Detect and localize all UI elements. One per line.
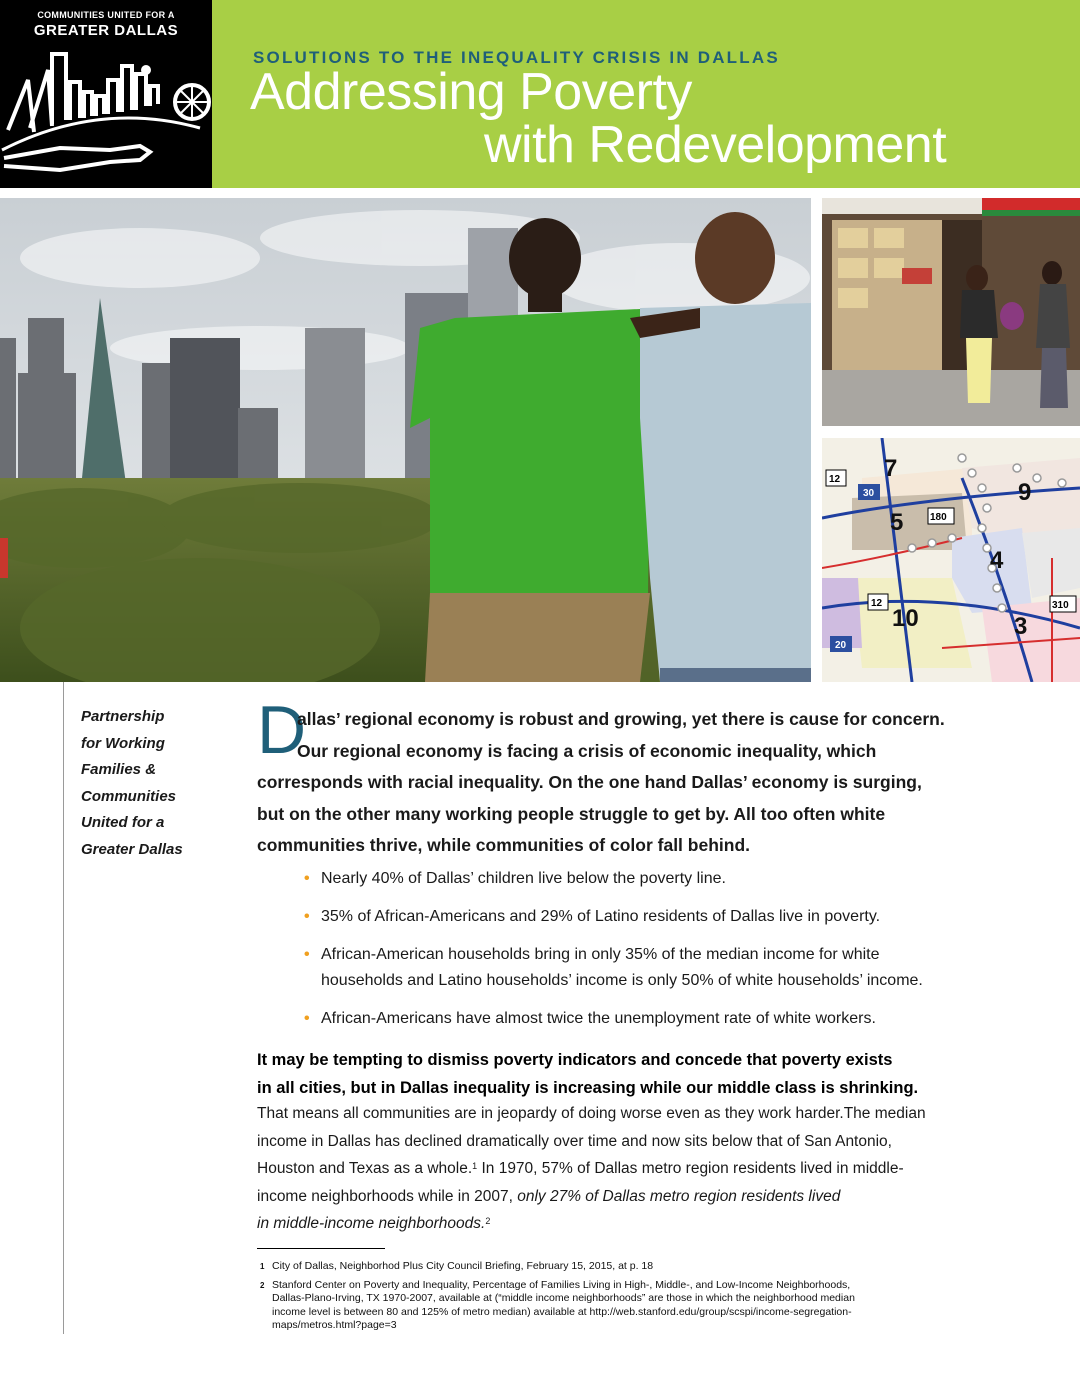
- sidebar-line: for Working: [81, 734, 165, 752]
- map-district-label: 4: [990, 547, 1004, 574]
- intro-line: communities thrive, while communities of color fall behind.: [257, 835, 750, 855]
- footnote-number: 2: [260, 1281, 265, 1291]
- list-item: [304, 1006, 1024, 1032]
- list-item-text: • African-Americans have almost twice the unemployment rate of white workers.: [321, 1010, 876, 1027]
- footnote-line: Dallas-Plano-Irving, TX 1970-2007, available at (“middle income neighborhoods” are those in which the neighborhood median: [272, 1292, 855, 1305]
- map-route-label: 12: [871, 598, 883, 609]
- footnote-number: 1: [260, 1262, 265, 1271]
- emphasis-paragraph: [257, 1046, 1037, 1102]
- footnote-ref: 2: [485, 1216, 491, 1226]
- body-line: That means all communities are in jeopardy of doing worse even as they work harder.The median: [257, 1105, 926, 1122]
- footnote-line: maps/metros.html?page=3: [272, 1318, 397, 1331]
- body-line-text: Houston and Texas as a whole.: [257, 1160, 473, 1177]
- body-line-italic: only 27% of Dallas metro region residents lived: [517, 1187, 841, 1205]
- footnotes: [260, 1260, 1030, 1338]
- map-route-label: 30: [863, 488, 875, 499]
- map-route-label: 310: [1052, 600, 1069, 611]
- list-item-text: households and Latino households’ income is only 50% of white households’ income.: [321, 972, 923, 989]
- skyline-handshake-logo-icon: [0, 40, 212, 188]
- map-route-label: 20: [835, 640, 847, 651]
- map-district-label: 3: [1014, 613, 1028, 640]
- list-item-text: • Nearly 40% of Dallas’ children live below the poverty line.: [321, 870, 726, 887]
- logo-line1: COMMUNITIES UNITED FOR A: [37, 10, 175, 20]
- emphasis-line: It may be tempting to dismiss poverty indicators and concede that poverty exists: [257, 1051, 893, 1069]
- list-item: [304, 866, 1024, 892]
- map-route-label: 180: [930, 512, 947, 523]
- district-map: [822, 438, 1080, 682]
- footnote: [260, 1260, 1030, 1273]
- footnote-line: City of Dallas, Neighborhod Plus City Council Briefing, February 15, 2015, at p. 18: [272, 1260, 654, 1272]
- header-kicker: SOLUTIONS TO THE INEQUALITY CRISIS IN DALLAS: [253, 48, 780, 67]
- page-title-line2: with Redevelopment: [484, 116, 947, 174]
- poverty-stats-list: [304, 866, 1024, 1032]
- intro-line: corresponds with racial inequality. On the one hand Dallas’ economy is surging,: [257, 772, 922, 792]
- intro-line: Our regional economy is facing a crisis of economic inequality, which: [297, 740, 877, 761]
- body-paragraph: [257, 1100, 1037, 1238]
- intro-line: but on the other many working people struggle to get by. All too often white: [257, 803, 886, 824]
- intro-paragraph: [257, 704, 1017, 862]
- storefront-photo: [822, 198, 1080, 426]
- map-district-label: 10: [892, 605, 919, 632]
- page-title-line1: Addressing Poverty: [250, 63, 692, 121]
- intro-line: allas’ regional economy is robust and growing, yet there is cause for concern.: [297, 709, 945, 729]
- skyline-photo: [0, 198, 811, 682]
- body-line-text: income neighborhoods while in 2007,: [257, 1187, 518, 1205]
- body-line: [257, 1183, 1037, 1211]
- list-item-text: • African-American households bring in only 35% of the median income for white: [321, 946, 880, 963]
- sidebar-divider: [63, 682, 64, 1334]
- footnote-ref: 1: [472, 1161, 478, 1171]
- footnote-line: income level is between 80 and 125% of metro median) available at http://web.stanford.edu/group/scspi/income-segregation-: [272, 1305, 852, 1318]
- sidebar-line: Communities: [81, 787, 177, 805]
- logo-line2: GREATER DALLAS: [33, 22, 179, 39]
- body-line: [257, 1155, 1037, 1183]
- sidebar-line: Families &: [81, 761, 157, 778]
- map-route-label: 12: [829, 474, 841, 485]
- map-district-label: 5: [890, 509, 904, 536]
- footnote-divider: [257, 1248, 385, 1249]
- intro-dropcap: D: [257, 692, 307, 768]
- sidebar-author-credit: [81, 704, 241, 863]
- body-line: [257, 1210, 1037, 1238]
- list-item: [304, 904, 1024, 930]
- sidebar-line: Partnership: [81, 708, 165, 725]
- body-line-italic: in middle-income neighborhoods.: [257, 1215, 486, 1232]
- list-item-text: • 35% of African-Americans and 29% of Latino residents of Dallas live in poverty.: [321, 908, 881, 925]
- sidebar-line: United for a: [81, 814, 165, 831]
- footnote: [260, 1279, 1030, 1332]
- map-district-label: 7: [884, 455, 898, 482]
- list-item: [304, 942, 1024, 994]
- body-line-text: In 1970, 57% of Dallas metro region residents lived in middle-: [477, 1160, 904, 1177]
- emphasis-line: in all cities, but in Dallas inequality is increasing while our middle class is shrinking.: [257, 1079, 919, 1097]
- sidebar-line: Greater Dallas: [81, 840, 183, 858]
- footnote-line: Stanford Center on Poverty and Inequality, Percentage of Families Living in High-, Middle-, and Low-Income Neighborhoods,: [272, 1279, 851, 1292]
- map-district-label: 9: [1018, 479, 1032, 506]
- body-line: income in Dallas has declined dramatically over time and now sits below that of San Antonio,: [257, 1132, 892, 1150]
- logo: [0, 0, 212, 188]
